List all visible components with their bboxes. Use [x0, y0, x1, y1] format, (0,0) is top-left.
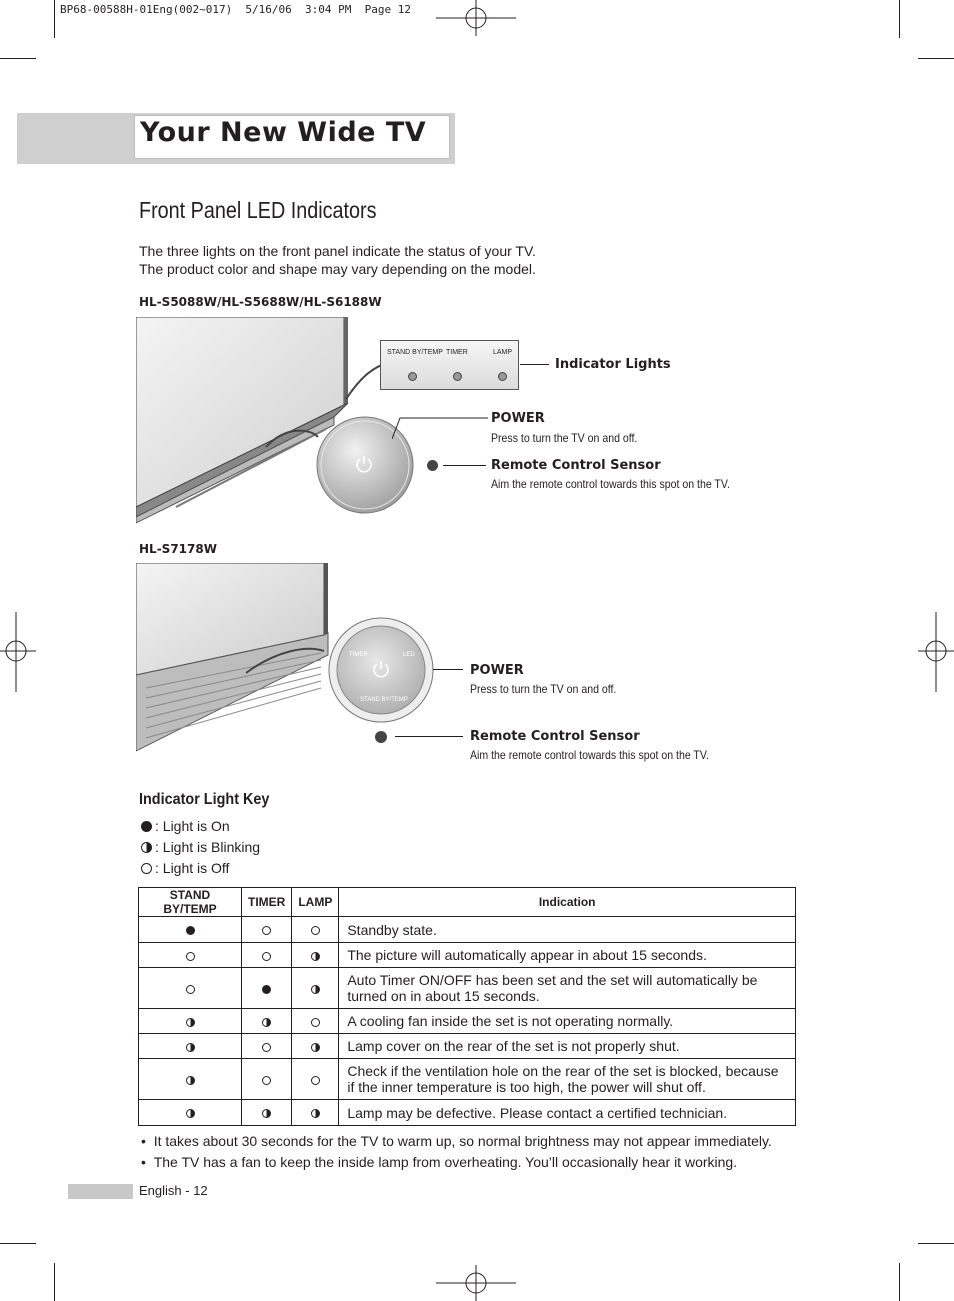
sensor-dot: [375, 731, 387, 743]
led-blink-icon: [311, 985, 320, 994]
table-row: [139, 1100, 796, 1126]
indicator-table: [138, 887, 796, 1126]
power-label: POWER: [491, 411, 545, 426]
led-cell-lamp: [292, 1059, 339, 1100]
led-on-icon: [141, 821, 152, 832]
indication-text: Standby state.: [339, 917, 796, 943]
led-cell-standby: [139, 1034, 242, 1059]
led-blink-icon: [186, 1018, 195, 1027]
led-timer: [453, 372, 462, 381]
button-label-led: LED: [403, 652, 415, 658]
key-label: : Light is Off: [155, 860, 230, 876]
table-header-row: [139, 888, 796, 917]
sensor-desc: Aim the remote control towards this spot on the TV.: [470, 748, 709, 762]
led-cell-standby: [139, 968, 242, 1009]
key-item-off: [141, 860, 229, 876]
led-cell-standby: [139, 917, 242, 943]
led-blink-icon: [262, 1109, 271, 1118]
col-header: LAMP: [292, 888, 339, 917]
key-item-blink: [141, 839, 260, 855]
led-cell-timer: [242, 1100, 292, 1126]
model-a-name: HL-S5088W/HL-S5688W/HL-S6188W: [139, 295, 382, 309]
callout-line: [520, 364, 549, 365]
led-cell-timer: [242, 1009, 292, 1034]
indicator-panel: [380, 340, 519, 390]
button-label-timer: TIMER: [349, 652, 368, 658]
led-blink-icon: [311, 1109, 320, 1118]
intro-line: The three lights on the front panel indicate the status of your TV.: [139, 243, 536, 259]
table-row: [139, 1059, 796, 1100]
section-title: Front Panel LED Indicators: [139, 197, 377, 223]
indication-text: Lamp cover on the rear of the set is not properly shut.: [339, 1034, 796, 1059]
registration-mark-icon: [918, 612, 954, 692]
key-item-on: [141, 818, 230, 834]
tv-illustration-b: [136, 563, 436, 767]
led-blink-icon: [141, 842, 152, 853]
key-label: : Light is Blinking: [155, 839, 261, 855]
panel-label-standby: STAND BY/TEMP: [387, 349, 443, 356]
led-off-icon: [186, 952, 195, 961]
page-number: English - 12: [139, 1183, 208, 1198]
led-on-icon: [186, 926, 195, 935]
note-text: It takes about 30 seconds for the TV to warm up, so normal brightness may not appear immediately.: [153, 1133, 772, 1149]
led-cell-lamp: [292, 943, 339, 968]
led-on-icon: [262, 985, 271, 994]
col-header: Indication: [339, 888, 796, 917]
led-cell-timer: [242, 968, 292, 1009]
sensor-desc: Aim the remote control towards this spot on the TV.: [491, 477, 730, 491]
led-off-icon: [262, 926, 271, 935]
registration-mark-icon: [0, 612, 36, 692]
col-header: TIMER: [242, 888, 292, 917]
led-cell-timer: [242, 943, 292, 968]
crop-mark: [918, 58, 954, 59]
led-off-icon: [262, 1076, 271, 1085]
intro-line: The product color and shape may vary depending on the model.: [139, 261, 536, 277]
sensor-label: Remote Control Sensor: [470, 729, 640, 744]
led-blink-icon: [186, 1076, 195, 1085]
led-off-icon: [141, 863, 152, 874]
indication-text: Lamp may be defective. Please contact a certified technician.: [339, 1100, 796, 1126]
led-cell-standby: [139, 943, 242, 968]
led-cell-standby: [139, 1059, 242, 1100]
registration-mark-icon: [436, 0, 516, 38]
model-b-name: HL-S7178W: [139, 542, 217, 556]
sensor-dot: [427, 460, 438, 471]
led-blink-icon: [262, 1018, 271, 1027]
note-text: The TV has a fan to keep the inside lamp from overheating. You’ll occasionally hear it working.: [153, 1154, 738, 1170]
page-title: Your New Wide TV: [140, 117, 427, 148]
crop-mark: [899, 0, 900, 38]
footer-bar: [68, 1184, 133, 1199]
crop-mark: [918, 1243, 954, 1244]
led-blink-icon: [311, 1043, 320, 1052]
table-row: [139, 968, 796, 1009]
indication-text: Check if the ventilation hole on the rear of the set is blocked, because if the inner temperature is too high, the power will shut off.: [339, 1059, 796, 1100]
led-off-icon: [262, 1043, 271, 1052]
crop-mark: [54, 1263, 55, 1301]
power-icon[interactable]: [354, 454, 374, 478]
led-cell-timer: [242, 1059, 292, 1100]
crop-mark: [0, 58, 36, 59]
panel-label-lamp: LAMP: [493, 349, 513, 356]
callout-line: [443, 465, 486, 466]
indication-text: The picture will automatically appear in about 15 seconds.: [339, 943, 796, 968]
power-label: POWER: [470, 663, 524, 678]
power-icon[interactable]: [371, 659, 391, 683]
led-cell-lamp: [292, 968, 339, 1009]
registration-mark-icon: [436, 1263, 516, 1301]
led-blink-icon: [186, 1109, 195, 1118]
led-standby: [408, 372, 417, 381]
indicator-lights-label: Indicator Lights: [555, 357, 671, 372]
callout-line: [392, 416, 492, 444]
led-cell-lamp: [292, 1034, 339, 1059]
table-body: [139, 917, 796, 1126]
key-title: Indicator Light Key: [139, 791, 270, 808]
table-row: [139, 1034, 796, 1059]
indication-text: Auto Timer ON/OFF has been set and the set will automatically be turned on in about 15 seconds.: [339, 968, 796, 1009]
led-off-icon: [311, 1076, 320, 1085]
led-cell-lamp: [292, 1100, 339, 1126]
led-cell-standby: [139, 1009, 242, 1034]
led-off-icon: [311, 1018, 320, 1027]
crop-mark: [899, 1263, 900, 1301]
led-cell-standby: [139, 1100, 242, 1126]
key-label: : Light is On: [155, 818, 230, 834]
led-cell-timer: [242, 917, 292, 943]
note-item: • It takes about 30 seconds for the TV to warm up, so normal brightness may not appear immediately.: [141, 1133, 772, 1149]
power-desc: Press to turn the TV on and off.: [470, 682, 617, 696]
table-row: [139, 917, 796, 943]
led-lamp: [498, 372, 507, 381]
led-off-icon: [262, 952, 271, 961]
col-header: STAND BY/TEMP: [139, 888, 242, 917]
button-label-standby: STAND BY/TEMP: [360, 697, 408, 703]
led-cell-lamp: [292, 917, 339, 943]
power-desc: Press to turn the TV on and off.: [491, 431, 638, 445]
led-off-icon: [186, 985, 195, 994]
note-item: • The TV has a fan to keep the inside lamp from overheating. You’ll occasionally hear it working.: [141, 1154, 738, 1170]
table-row: [139, 943, 796, 968]
panel-label-timer: TIMER: [446, 349, 468, 356]
indication-text: A cooling fan inside the set is not operating normally.: [339, 1009, 796, 1034]
callout-line: [395, 736, 463, 737]
led-off-icon: [311, 926, 320, 935]
callout-line: [433, 669, 463, 670]
print-slug: BP68-00588H-01Eng(002~017) 5/16/06 3:04 PM Page 12: [60, 3, 411, 16]
crop-mark: [54, 0, 55, 38]
crop-mark: [0, 1243, 36, 1244]
table-row: [139, 1009, 796, 1034]
led-cell-timer: [242, 1034, 292, 1059]
sensor-label: Remote Control Sensor: [491, 458, 661, 473]
led-cell-lamp: [292, 1009, 339, 1034]
led-blink-icon: [311, 952, 320, 961]
led-blink-icon: [186, 1043, 195, 1052]
